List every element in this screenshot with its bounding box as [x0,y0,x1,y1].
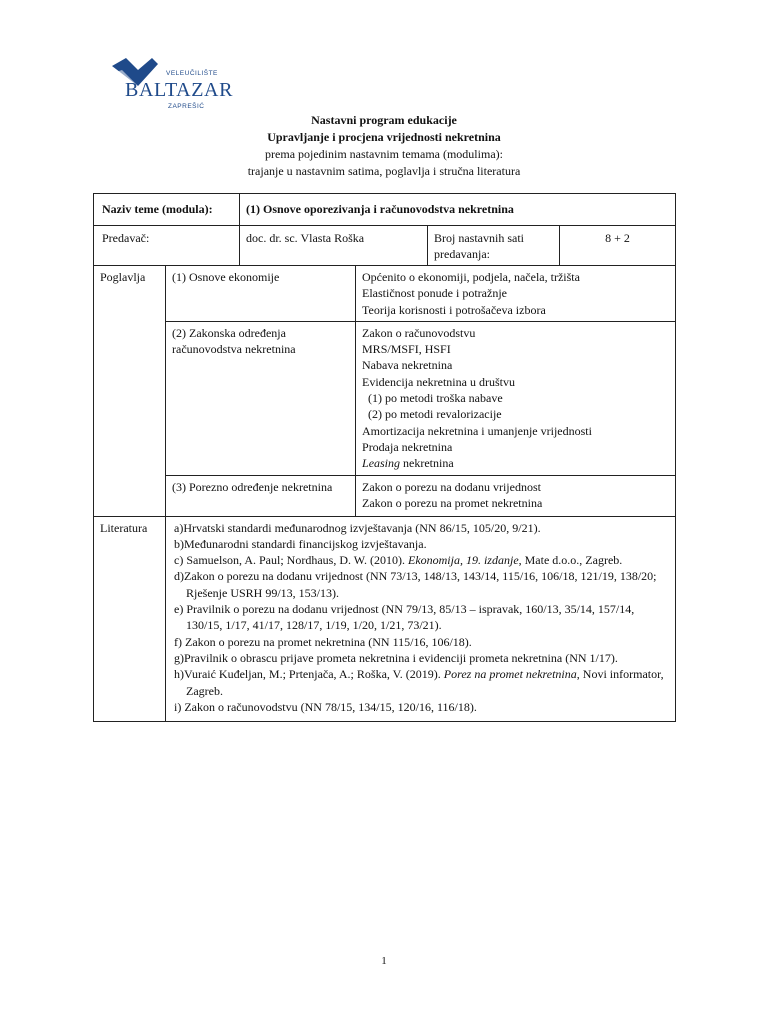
program-table [93,193,676,722]
chapter-item: (1) po metodi troška nabave [362,391,503,406]
naziv-label: Naziv teme (modula): [94,194,240,226]
chapter-item [362,455,669,471]
sati-label: Broj nastavnih sati predavanja: [428,226,560,266]
lit-c-italic: Ekonomija, 19. izdanje [407,553,519,568]
lit-item: b)Međunarodni standardi financijskog izvještavanja. [174,536,427,551]
lit-item: g)Pravilnik o obrascu prijave prometa nekretnina i evidenciji prometa nekretnina (NN 1/17). [174,650,618,665]
chapter-1-title: (1) Osnove ekonomije [166,266,356,322]
chapter-3-items [356,475,676,516]
chapter-item: Zakon o računovodstvu [362,325,476,340]
chapter-item: Nabava nekretnina [362,358,453,373]
lit-c-post: , Mate d.o.o., Zagreb. [518,553,623,568]
lit-h-post: , Novi informator, Zagreb. [186,667,664,698]
logo-main-text: BALTAZAR [125,79,234,101]
chapter-item: Zakon o porezu na promet nekretnina [362,495,543,510]
lit-item: d)Zakon o porezu na dodanu vrijednost (NN 73/13, 148/13, 143/14, 115/16, 106/18, 121/19, 138/20; Rješenje USRH 99/13, 153/13). [174,569,657,600]
leasing-rest: nekretnina [400,456,454,471]
header-line-3: prema pojedinim nastavnim temama (modulima): [265,147,503,161]
chapter-item: Zakon o porezu na dodanu vrijednost [362,479,541,494]
chapter-item: Općenito o ekonomiji, podjela, načela, tržišta [362,270,580,284]
leasing-italic: Leasing [362,456,401,471]
lit-item: a)Hrvatski standardi međunarodnog izvještavanja (NN 86/15, 105/20, 9/21). [174,520,541,535]
lit-item: i) Zakon o računovodstvu (NN 78/15, 134/15, 120/16, 116/18). [174,699,477,714]
chapter-3-title: (3) Porezno određenje nekretnina [166,475,356,516]
chapter-item: (2) po metodi revalorizacije [362,407,502,422]
logo-bottom-text: ZAPREŠIĆ [168,103,205,110]
sati-value: 8 + 2 [560,226,676,266]
lit-item: f) Zakon o porezu na promet nekretnina (NN 115/16, 106/18). [174,634,472,649]
chapter-2-items [356,321,676,475]
chapter-2-title: (2) Zakonska određenja računovodstva nekretnina [166,321,356,475]
poglavlja-label: Poglavlja [94,266,166,517]
literatura-label: Literatura [94,516,166,722]
logo-top-text: VELEUČILIŠTE [166,70,218,77]
chapter-item: Prodaja nekretnina [362,439,453,454]
literatura-list [166,516,676,722]
lit-item [172,666,669,699]
predavac-value: doc. dr. sc. Vlasta Roška [240,226,428,266]
predavac-label: Predavač: [94,226,240,266]
chapter-item: Teorija korisnosti i potrošačeva izbora [362,302,546,317]
chapter-item: MRS/MSFI, HSFI [362,342,451,357]
chapter-1-items [356,266,676,322]
lit-item [172,552,669,568]
lit-h-pre: h)Vuraić Kuđeljan, M.; Prtenjača, A.; Roška, V. (2019). [174,667,444,682]
header-line-4: trajanje u nastavnim satima, poglavlja i stručna literatura [247,164,521,178]
lit-item: e) Pravilnik o porezu na dodanu vrijednost (NN 79/13, 85/13 – ispravak, 160/13, 35/14, 157/14, 130/15, 1/17, 41/17, 128/17, 1/19, 1/20, 1/21, 73/21). [174,602,635,633]
institution-logo [108,56,234,118]
lit-h-italic: Porez na promet nekretnina [443,667,577,682]
page-number: 1 [381,955,387,967]
header-line-2: Upravljanje i procjena vrijednosti nekretnina [267,130,501,144]
naziv-value: (1) Osnove oporezivanja i računovodstva nekretnina [240,194,676,226]
chapter-item: Elastičnost ponude i potražnje [362,286,507,301]
chapter-item: Amortizacija nekretnina i umanjenje vrijednosti [362,423,592,438]
document-header [0,112,768,180]
lit-c-pre: c) Samuelson, A. Paul; Nordhaus, D. W. (2010). [174,553,408,568]
chapter-item: Evidencija nekretnina u društvu [362,374,515,389]
header-line-1: Nastavni program edukacije [311,113,457,127]
